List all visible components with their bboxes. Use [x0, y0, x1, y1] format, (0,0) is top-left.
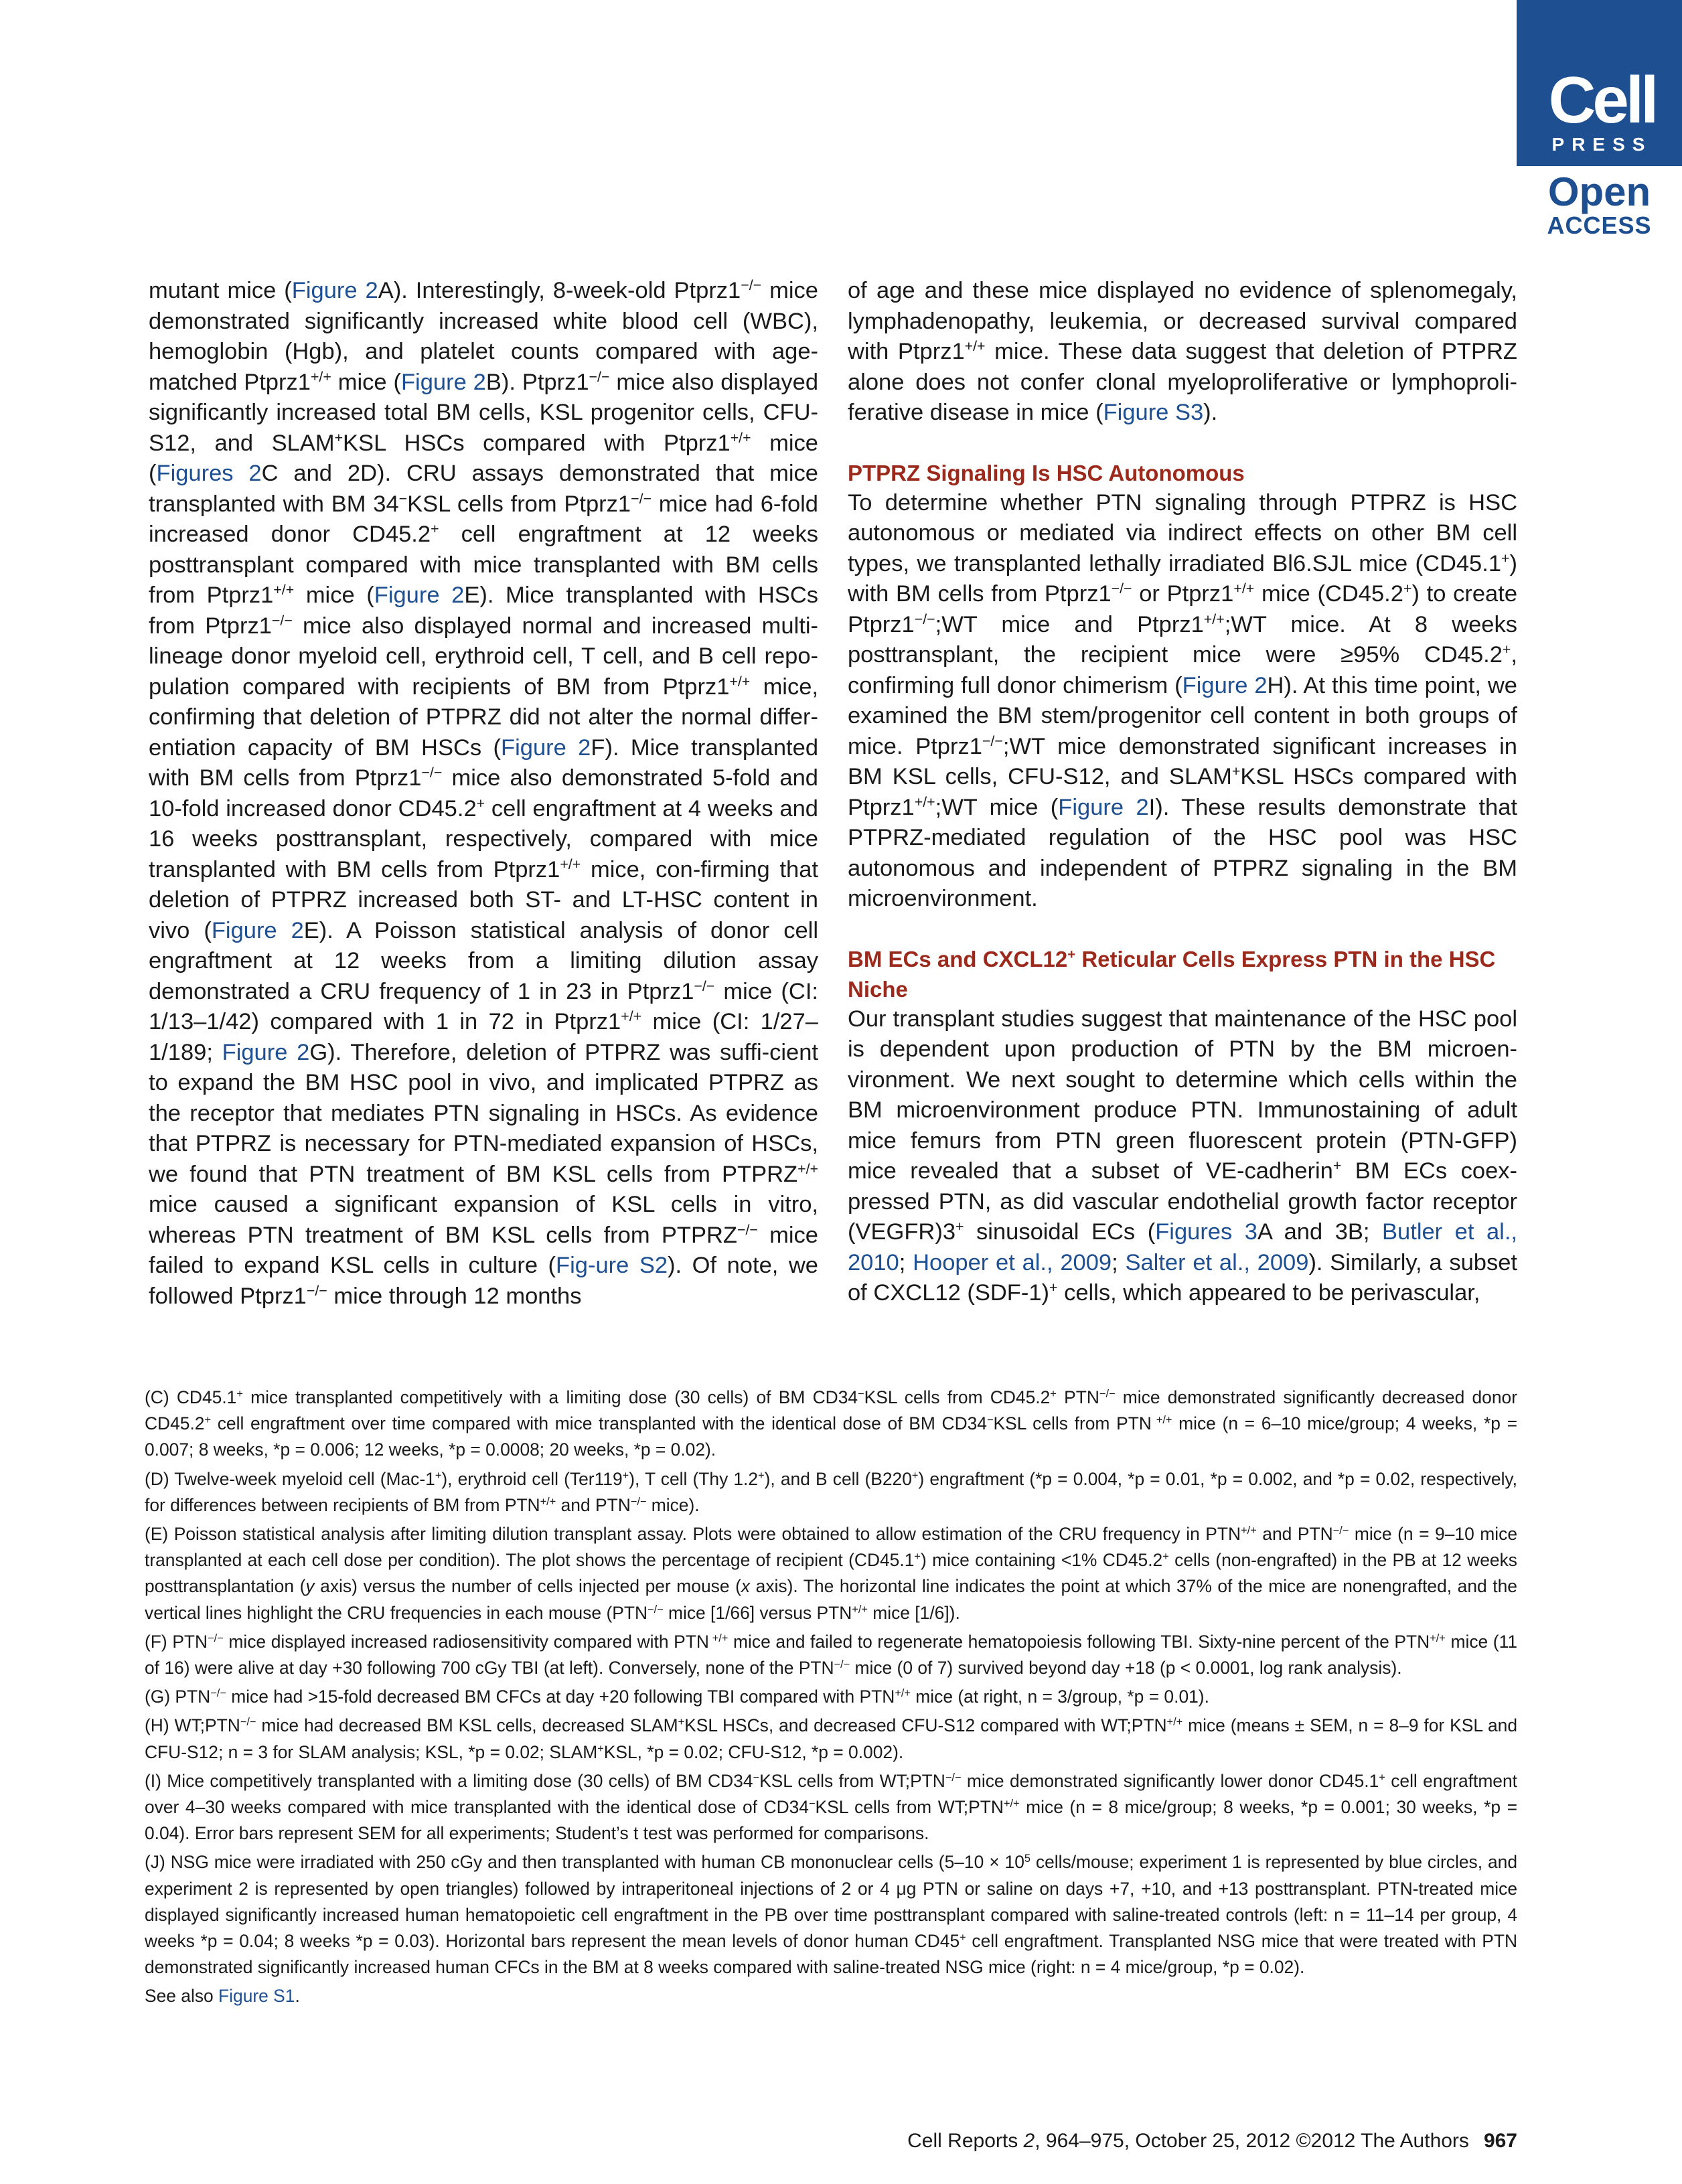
logo-open-text: Open — [1547, 169, 1651, 214]
footer-citation: Cell Reports 2, 964–975, October 25, 2012 ©2012 The Authors — [907, 2130, 1469, 2152]
citation-link[interactable]: Figure 2 — [1182, 672, 1268, 698]
citation-link[interactable]: Figure 2 — [400, 369, 486, 395]
paragraph: mutant mice (Figure 2A). Interestingly, 8-week-old Ptprz1−/− mice demonstrated significantly increased white blood cell (WBC), hemoglobin (Hgb), and platelet counts compared with age-matched Ptprz1+/+ mice (Figure 2B). Ptprz1−/− mice also displayed significantly increased total BM cells, KSL progenitor cells, CFU-S12, and SLAM+KSL HSCs compared with Ptprz1+/+ mice (Figures 2C and 2D). CRU assays demonstrated that mice transplanted with BM 34−KSL cells from Ptprz1−/− mice had 6-fold increased donor CD45.2+ cell engraftment at 12 weeks posttransplant compared with mice transplanted with BM cells from Ptprz1+/+ mice (Figure 2E). Mice transplanted with HSCs from Ptprz1−/− mice also displayed normal and increased multi-lineage donor myeloid cell, erythroid cell, T cell, and B cell repo-pulation compared with recipients of BM from Ptprz1+/+ mice, confirming that deletion of PTPRZ did not alter the normal differ-entiation capacity of BM HSCs (Figure 2F). Mice transplanted with BM cells from Ptprz1−/− mice also demonstrated 5-fold and 10-fold increased donor CD45.2+ cell engraftment at 4 weeks and 16 weeks posttransplant, respectively, compared with mice transplanted with BM cells from Ptprz1+/+ mice, con-firming that deletion of PTPRZ increased both ST- and LT-HSC content in vivo (Figure 2E). A Poisson statistical analysis of donor cell engraftment at 12 weeks from a limiting dilution assay demonstrated a CRU frequency of 1 in 23 in Ptprz1−/− mice (CI: 1/13–1/42) compared with 1 in 72 in Ptprz1+/+ mice (CI: 1/27–1/189; Figure 2G). Therefore, deletion of PTPRZ was suffi-cient to expand the BM HSC pool in vivo, and implicated PTPRZ as the receptor that mediates PTN signaling in HSCs. As evidence that PTPRZ is necessary for PTN-mediated expansion of HSCs, we found that PTN treatment of BM KSL cells from PTPRZ+/+ mice caused a significant expansion of KSL cells in vitro, whereas PTN treatment of BM KSL cells from PTPRZ−/− mice failed to expand KSL cells in culture (Fig-ure S2). Of note, we followed Ptprz1−/− mice through 12 months — [149, 277, 819, 1309]
legend-item: (H) WT;PTN−/− mice had decreased BM KSL cells, decreased SLAM+KSL HSCs, and decreased CFU-S12 compared with WT;PTN+/+ mice (means ± SEM, n = 8–9 for KSL and CFU-S12; n = 3 for SLAM analysis; KSL, *p = 0.02; SLAM+KSL, *p = 0.02; CFU-S12, *p = 0.002). — [145, 1715, 1517, 1762]
figure-legend — [145, 1385, 1517, 2013]
citation-link[interactable]: Figure 2 — [501, 734, 591, 761]
section-heading: BM ECs and CXCL12+ Reticular Cells Express PTN in the HSC Niche — [848, 946, 1496, 1002]
citation-link[interactable]: Figure 2 — [291, 278, 378, 303]
page-number: 967 — [1483, 2130, 1517, 2152]
logo-access-text: ACCESS — [1547, 212, 1652, 239]
citation-link[interactable]: Figure S1 — [218, 1986, 295, 2007]
citation-link[interactable]: Figures 3 — [1155, 1219, 1257, 1245]
legend-item: (J) NSG mice were irradiated with 250 cGy and then transplanted with human CB mononuclear cells ($5-10 \times 10^5$ cells/mouse; experiment 1 is represented by blue circles, and experiment 2 is represented by open triangles) followed by intraperitoneal injections of 2 or 4 μg PTN or saline on days +7, +10, and +13 posttransplant. PTN-treated mice displayed significantly increased human hematopoietic cell engraftment in the PB over time posttransplant compared with saline-treated controls (left: n = 11–14 per group, 4 weeks *p = 0.04; 8 weeks *p = 0.03). Horizontal bars represent the mean levels of donor human CD45+ cell engraftment. Transplanted NSG mice that were treated with PTN demonstrated significantly increased human CFCs in the BM at 8 weeks compared with saline-treated NSG mice (right: n = 4 mice/group, *p = 0.02). — [145, 1852, 1517, 1978]
legend-item: (D) Twelve-week myeloid cell (Mac-1+), erythroid cell (Ter119+), T cell (Thy 1.2+), and B cell (B220+) engraftment (*p = 0.004, *p = 0.01, *p = 0.002, and *p = 0.02, respectively, for differences between recipients of BM from PTN+/+ and PTN−/− mice). — [145, 1468, 1517, 1515]
citation-link[interactable]: Figure 2 — [374, 582, 465, 608]
cell-press-open-access-logo — [1517, 0, 1682, 252]
page-footer — [907, 2128, 1517, 2155]
citation-link[interactable]: Figure S3 — [1103, 400, 1204, 425]
legend-item: (G) PTN−/− mice had >15-fold decreased BM CFCs at day +20 following TBI compared with PTN+/+ mice (at right, n = 3/group, *p = 0.01). — [145, 1687, 1209, 1707]
paragraph: of age and these mice displayed no evidence of splenomegaly, lymphadenopathy, leukemia, or decreased survival compared with Ptprz1+/+ mice. These data suggest that deletion of PTPRZ alone does not confer clonal myeloproliferative or lymphoproli-ferative disease in mice (Figure S3). — [848, 278, 1517, 425]
citation-link[interactable]: Figure 2 — [1058, 794, 1149, 820]
legend-item: (E) Poisson statistical analysis after limiting dilution transplant assay. Plots were obtained to allow estimation of the CRU frequency in PTN+/+ and PTN−/− mice (n = 9–10 mice transplanted at each cell dose per condition). The plot shows the percentage of recipient (CD45.1+) mice containing <1% CD45.2+ cells (non-engrafted) in the PB at 12 weeks posttransplantation (y axis) versus the number of cells injected per mouse (x axis). The horizontal line indicates the point at which 37% of the mice are nonengrafted, and the vertical lines highlight the CRU frequencies in each mouse (PTN−/− mice [1/66] versus PTN+/+ mice [1/6]). — [145, 1524, 1518, 1623]
citation-link[interactable]: Figure 2 — [222, 1039, 310, 1065]
logo-cell-text: Cell — [1548, 63, 1656, 137]
citation-link[interactable]: Butler et al., 2010 — [848, 1219, 1518, 1275]
legend-item: (F) PTN−/− mice displayed increased radiosensitivity compared with PTN +/+ mice and failed to regenerate hematopoiesis following TBI. Sixty-nine percent of the PTN+/+ mice (11 of 16) were alive at day +30 following 700 cGy TBI (at left). Conversely, none of the PTN−/− mice (0 of 7) survived beyond day +18 (p < 0.0001, log rank analysis). — [145, 1631, 1517, 1679]
citation-link[interactable]: Figure 2 — [211, 917, 304, 943]
citation-link[interactable]: Hooper et al., 2009 — [913, 1249, 1112, 1275]
paragraph: To determine whether PTN signaling through PTPRZ is HSC autonomous or mediated via indirect effects on other BM cell types, we transplanted lethally irradiated Bl6.SJL mice (CD45.1+) with BM cells from Ptprz1−/− or Ptprz1+/+ mice (CD45.2+) to create Ptprz1−/−;WT mice and Ptprz1+/+;WT mice. At 8 weeks posttransplant, the recipient mice were ≥95% CD45.2+, confirming full donor chimerism (Figure 2H). At this time point, we examined the BM stem/progenitor cell content in both groups of mice. Ptprz1−/−;WT mice demonstrated significant increases in BM KSL cells, CFU-S12, and SLAM+KSL HSCs compared with Ptprz1+/+;WT mice (Figure 2I). These results demonstrate that PTPRZ-mediated regulation of the HSC pool was HSC autonomous and independent of PTPRZ signaling in the BM microenvironment. — [848, 489, 1518, 911]
citation-link[interactable]: Figures 2 — [156, 461, 262, 486]
body-column-left — [149, 276, 818, 1312]
legend-item: (C) CD45.1+ mice transplanted competitively with a limiting dose (30 cells) of BM CD34−KSL cells from CD45.2+ PTN−/− mice demonstrated significantly decreased donor CD45.2+ cell engraftment over time compared with mice transplanted with the identical dose of BM CD34−KSL cells from PTN +/+ mice (n = 6–10 mice/group; 4 weeks, *p = 0.007; 8 weeks, *p = 0.006; 12 weeks, *p = 0.0008; 20 weeks, *p = 0.02). — [145, 1387, 1517, 1460]
legend-item: See also Figure S1. — [145, 1986, 300, 2007]
paragraph: Our transplant studies suggest that maintenance of the HSC pool is dependent upon production of PTN by the BM microen-vironment. We next sought to determine which cells within the BM microenvironment produce PTN. Immunostaining of adult mice femurs from PTN green fluorescent protein (PTN-GFP) mice revealed that a subset of VE-cadherin+ BM ECs coex-pressed PTN, as did vascular endothelial growth factor receptor (VEGFR)3+ sinusoidal ECs (Figures 3A and 3B; Butler et al., 2010; Hooper et al., 2009; Salter et al., 2009). Similarly, a subset of CXCL12 (SDF-1)+ cells, which appeared to be perivascular, — [848, 1006, 1518, 1306]
section-heading: PTPRZ Signaling Is HSC Autonomous — [848, 460, 1245, 485]
citation-link[interactable]: Salter et al., 2009 — [1125, 1249, 1309, 1275]
citation-link[interactable]: Fig-ure S2 — [556, 1253, 668, 1278]
body-column-right — [848, 276, 1517, 1309]
logo-press-text: PRESS — [1551, 134, 1653, 155]
legend-item: (I) Mice competitively transplanted with a limiting dose (30 cells) of BM CD34−KSL cells from WT;PTN−/− mice demonstrated significantly lower donor CD45.1+ cell engraftment over 4–30 weeks compared with mice transplanted with the identical dose of CD34−KSL cells from WT;PTN+/+ mice (n = 8 mice/group; 8 weeks, *p = 0.001; 30 weeks, *p = 0.04). Error bars represent SEM for all experiments; Student’s t test was performed for comparisons. — [145, 1770, 1517, 1844]
